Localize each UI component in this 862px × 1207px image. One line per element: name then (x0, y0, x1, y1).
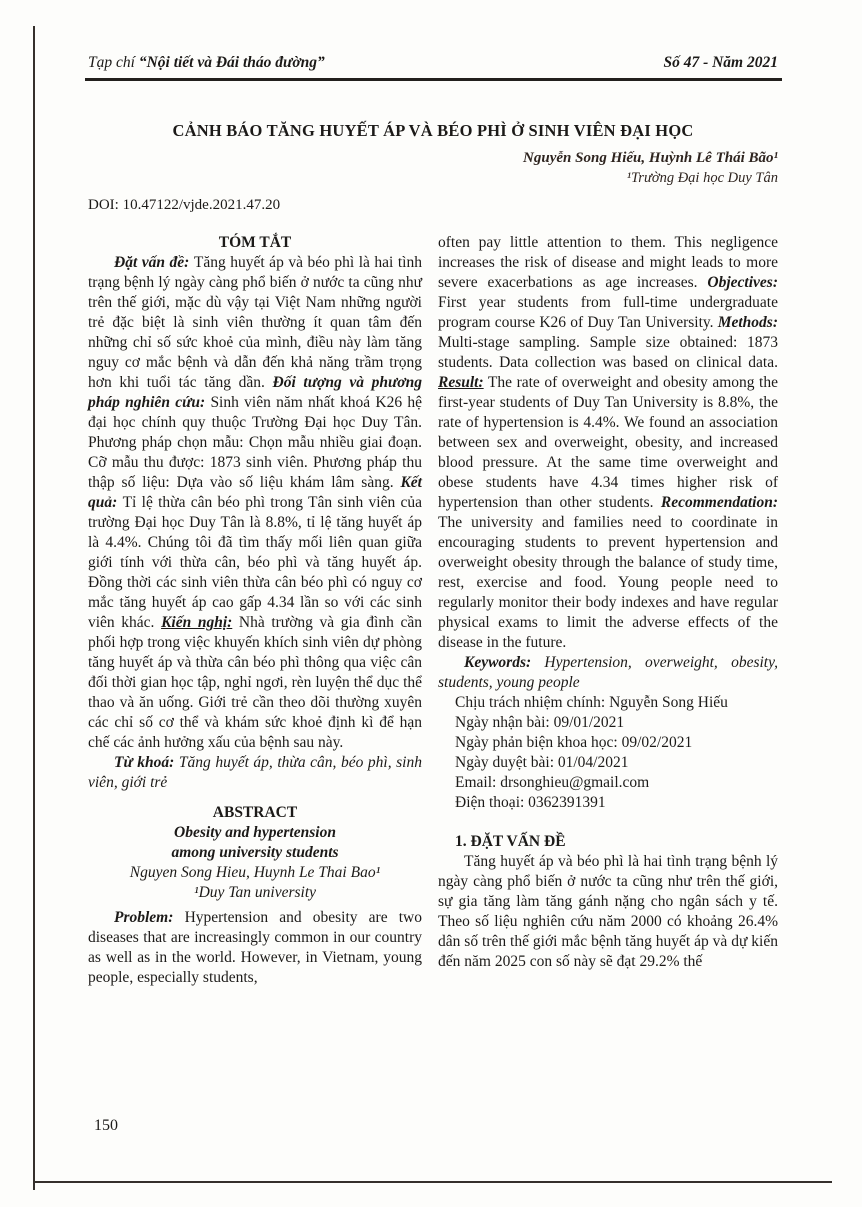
journal-title: “Nội tiết và Đái tháo đường” (138, 54, 325, 71)
authors-en: Nguyen Song Hieu, Huynh Le Thai Bao¹ (129, 864, 381, 881)
abstract-en-heading: ABSTRACT (212, 804, 298, 821)
left-column (88, 233, 422, 988)
header-rule (85, 78, 782, 81)
affiliation-en: ¹Duy Tan university (193, 884, 317, 901)
abstract-vi-body: Đặt vấn đề: Tăng huyết áp và béo phì là hai tình trạng bệnh lý ngày càng phổ biến ở nước ta cũng như trên thế giới, mặc dù vậy tại Việt Nam những người trẻ đặc biệt là sinh viên thường ít quan tâm đến những chỉ số sức khoẻ của mình, điều này làm tăng nguy cơ mắc bệnh và dẫn đến khả năng trầm trọng hơn khi tuổi tác tăng dần. Đối tượng và phương pháp nghiên cứu: Sinh viên năm nhất khoá K26 hệ đại học chính quy thuộc Trường Đại học Duy Tân. Phương pháp chọn mẫu: Chọn mẫu nhiều giai đoạn. Cỡ mẫu thu được: 1873 sinh viên. Phương pháp thu thập số liệu: Dựa vào số liệu khám lâm sàng. Kết quả: Tỉ lệ thừa cân béo phì trong Tân sinh viên của trường Đại học Duy Tân là 8.8%, tỉ lệ tăng huyết áp là 4.4%. Chúng tôi đã tìm thấy mối liên quan giữa giới tính với thừa cân, béo phì và tăng huyết áp. Đồng thời các sinh viên thừa cân béo phì có nguy cơ mắc tăng huyết áp cao gấp 4.34 lần so với các sinh viên khác. Kiến nghị: Nhà trường và gia đình cần phối hợp trong việc khuyến khích sinh viên dự phòng tăng huyết áp và thừa cân béo phì thông qua việc cân đối thời gian học tập, nghỉ ngơi, rèn luyện thể dục thể thao và ăn uống. Giới trẻ cần theo dõi thường xuyên các chỉ số cơ thể và khám sức khoẻ định kì để hạn chế các ảnh hưởng xấu của bệnh sau này. (88, 254, 422, 751)
correspondence-responsible: Chịu trách nhiệm chính: Nguyễn Song Hiếu (455, 694, 728, 711)
issue-info: Số 47 - Năm 2021 (663, 54, 778, 71)
correspondence-phone: Điện thoại: 0362391391 (455, 794, 606, 811)
abstract-en-keywords: Keywords: Hypertension, overweight, obesity, students, young people (438, 654, 778, 691)
doi: DOI: 10.47122/vjde.2021.47.20 (88, 197, 281, 213)
article-title: CẢNH BÁO TĂNG HUYẾT ÁP VÀ BÉO PHÌ Ở SINH VIÊN ĐẠI HỌC (172, 121, 694, 140)
page-left-border (33, 26, 35, 1190)
abstract-en-title-line2: among university students (171, 844, 339, 861)
abstract-vi-heading: TÓM TẮT (218, 234, 292, 251)
correspondence-email: Email: drsonghieu@gmail.com (455, 774, 650, 791)
correspondence-received: Ngày nhận bài: 09/01/2021 (455, 714, 625, 731)
section-1-body: Tăng huyết áp và béo phì là hai tình trạng bệnh lý ngày càng phổ biến ở nước ta cũng như trên thế giới, sự gia tăng làm tăng gánh nặng cho ngân sách y tế. Theo số liệu nghiên cứu năm 2000 có khoảng 26.4% dân số trên thế giới mắc bệnh tăng huyết áp và dự kiến đến năm 2025 con số này sẽ đạt 29.2% thế (438, 853, 778, 970)
page-bottom-border (33, 1181, 832, 1183)
right-column (438, 233, 778, 988)
authors-byline: Nguyễn Song Hiếu, Huỳnh Lê Thái Bão¹ (523, 150, 778, 166)
abstract-en-title-line1: Obesity and hypertension (174, 824, 336, 841)
abstract-en-body-part2: often pay little attention to them. This negligence increases the risk of disease and might leads to more severe exacerbations as age increases. Objectives: First year students from full-time undergraduate program course K26 of Duy Tan University. Methods: Multi-stage sampling. Sample size obtained: 1873 students. Data collection was based on clinical data. Result: The rate of overweight and obesity among the first-year students of Duy Tan University is 8.8%, the rate of hypertension is 4.4%. We found an association between sex and overweight, obesity, and increased blood pressure. At the same time overweight and obese students have 4.34 times higher risk of hypertension than other students. Recommendation: The university and families need to coordinate in encouraging students to prevent hypertension and overweight obesity through the balance of study time, rest, exercise and food. Young people need to regularly monitor their body indexes and have regular physical exams to limit the adverse effects of the disease in the future. (438, 234, 778, 651)
abstract-vi-keywords: Từ khoá: Tăng huyết áp, thừa cân, béo phì, sinh viên, giới trẻ (88, 754, 422, 791)
page-number: 150 (94, 1117, 118, 1134)
journal-label: Tạp chí (88, 54, 139, 71)
abstract-en-body-part1: Problem: Hypertension and obesity are two diseases that are increasingly common in our country as well as in the world. However, in Vietnam, young people, especially students, (88, 909, 422, 986)
affiliation: ¹Trường Đại học Duy Tân (626, 170, 778, 186)
running-header (88, 53, 778, 73)
correspondence-reviewed: Ngày phản biện khoa học: 09/02/2021 (455, 734, 693, 751)
section-1-heading: 1. ĐẶT VẤN ĐỀ (455, 833, 566, 850)
correspondence-accepted: Ngày duyệt bài: 01/04/2021 (455, 754, 629, 771)
journal-name (88, 53, 325, 73)
two-column-layout (88, 233, 778, 988)
article-content (88, 120, 778, 988)
